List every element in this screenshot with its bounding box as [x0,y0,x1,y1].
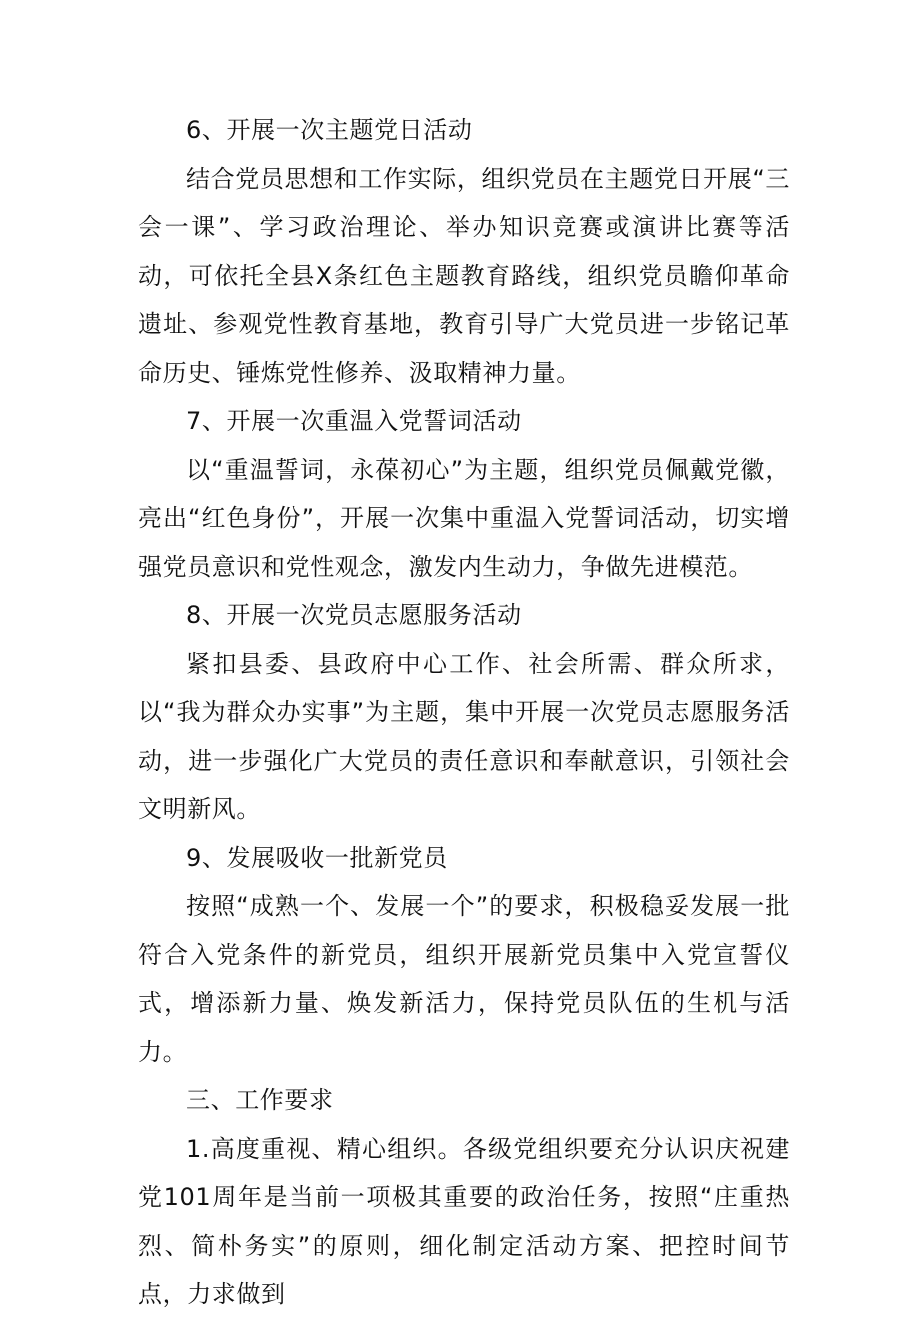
section-6-paragraph: 结合党员思想和工作实际，组织党员在主题党日开展“三会一课”、学习政治理论、举办知识竞赛或演讲比赛等活动，可依托全县X条红色主题教育路线，组织党员瞻仰革命遗址、参观党性教育基地，教育引导广大党员进一步铭记革命历史、锤炼党性修养、汲取精神力量。 [138,164,790,387]
document-body [138,106,790,1319]
section-8-heading: 8、开展一次党员志愿服务活动 [186,601,522,629]
work-requirements-heading: 三、工作要求 [186,1086,334,1114]
work-requirements-paragraph: 1.高度重视、精心组织。各级党组织要充分认识庆祝建党101周年是当前一项极其重要的政治任务，按照“庄重热烈、简朴务实”的原则，细化制定活动方案、把控时间节点，力求做到 [138,1134,790,1308]
section-8-paragraph: 紧扣县委、县政府中心工作、社会所需、群众所求，以“我为群众办实事”为主题，集中开展一次党员志愿服务活动，进一步强化广大党员的责任意识和奉献意识，引领社会文明新风。 [138,649,790,823]
section-9-paragraph: 按照“成熟一个、发展一个”的要求，积极稳妥发展一批符合入党条件的新党员，组织开展新党员集中入党宣誓仪式，增添新力量、焕发新活力，保持党员队伍的生机与活力。 [138,892,790,1066]
section-7-paragraph: 以“重温誓词，永葆初心”为主题，组织党员佩戴党徽，亮出“红色身份”，开展一次集中重温入党誓词活动，切实增强党员意识和党性观念，激发内生动力，争做先进模范。 [138,455,790,581]
section-6-heading: 6、开展一次主题党日活动 [186,116,473,144]
section-7-heading: 7、开展一次重温入党誓词活动 [186,407,522,435]
section-9-heading: 9、发展吸收一批新党员 [186,843,448,872]
